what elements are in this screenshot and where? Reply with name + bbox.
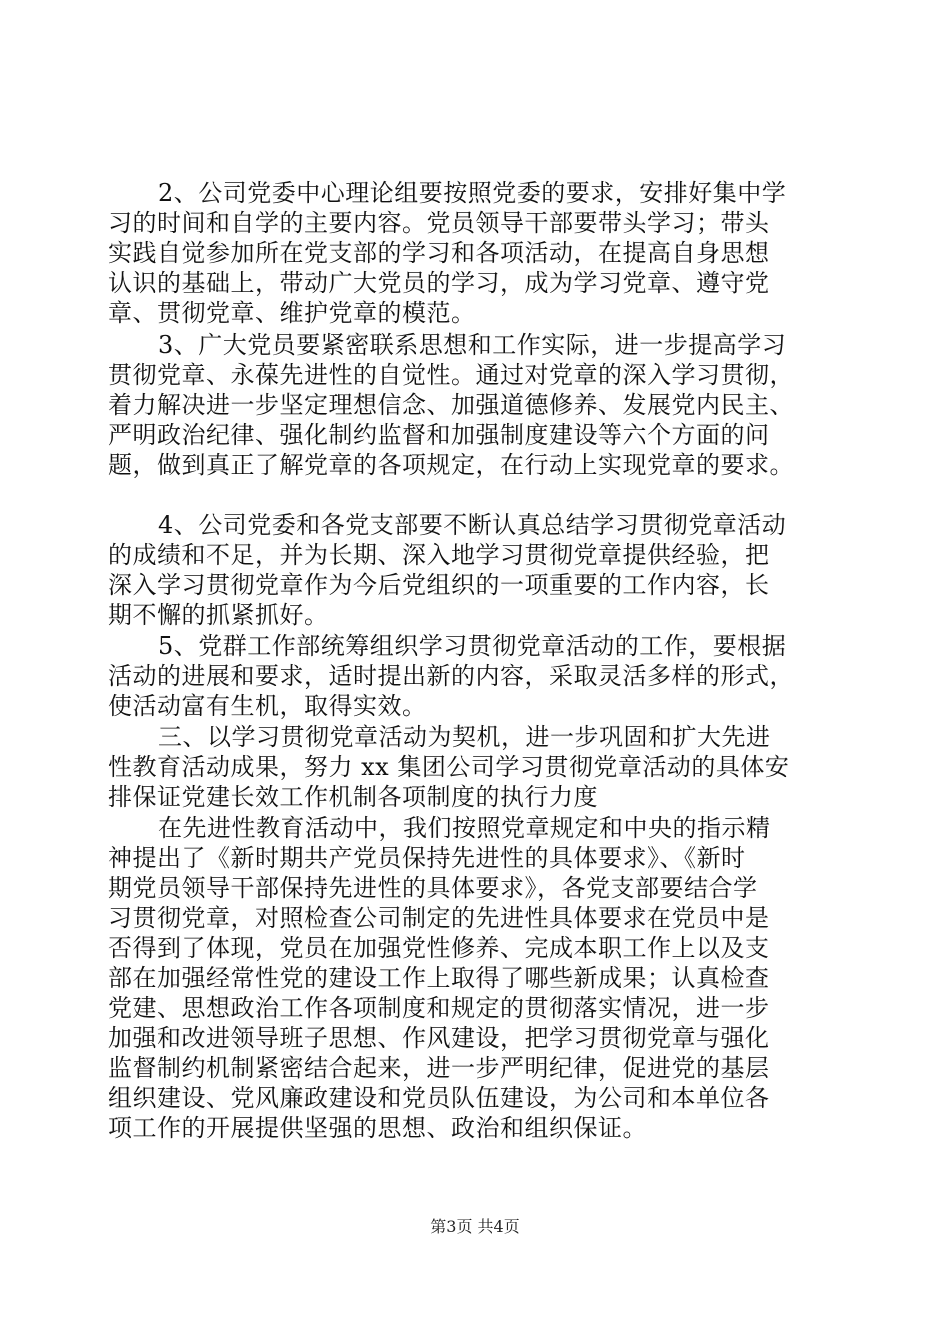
text-line: 排保证党建长效工作机制各项制度的执行力度 (108, 783, 598, 811)
text-line: 在先进性教育活动中，我们按照党章规定和中央的指示精 (158, 814, 771, 842)
text-line: 性教育活动成果，努力 xx 集团公司学习贯彻党章活动的具体安 (108, 753, 790, 781)
text-line: 题，做到真正了解党章的各项规定，在行动上实现党章的要求。 (108, 451, 794, 479)
text-line: 活动的进展和要求，适时提出新的内容，采取灵活多样的形式， (108, 662, 794, 690)
section-heading-3 (108, 722, 848, 812)
text-line: 3、广大党员要紧密联系思想和工作实际，进一步提高学习 (158, 331, 787, 359)
text-line: 实践自觉参加所在党支部的学习和各项活动，在提高自身思想 (108, 239, 770, 267)
text-line: 的成绩和不足，并为长期、深入地学习贯彻党章提供经验，把 (108, 541, 770, 569)
text-line: 习的时间和自学的主要内容。党员领导干部要带头学习；带头 (108, 209, 770, 237)
text-line: 习贯彻党章，对照检查公司制定的先进性具体要求在党员中是 (108, 904, 770, 932)
paragraph-item-2 (108, 178, 848, 328)
text-line: 贯彻党章、永葆先进性的自觉性。通过对党章的深入学习贯彻， (108, 361, 794, 389)
text-line: 4、公司党委和各党支部要不断认真总结学习贯彻党章活动 (158, 511, 787, 539)
text-line: 监督制约机制紧密结合起来，进一步严明纪律，促进党的基层 (108, 1054, 770, 1082)
text-line: 认识的基础上，带动广大党员的学习，成为学习党章、遵守党 (108, 269, 770, 297)
text-line: 项工作的开展提供坚强的思想、政治和组织保证。 (108, 1114, 647, 1142)
text-line: 使活动富有生机，取得实效。 (108, 692, 427, 720)
page-footer: 第3页 共4页 (430, 1217, 520, 1236)
text-line: 神提出了《新时期共产党员保持先进性的具体要求》、《新时 (108, 844, 746, 872)
text-line: 严明政治纪律、强化制约监督和加强制度建设等六个方面的问 (108, 421, 770, 449)
paragraph-item-4 (108, 510, 848, 630)
text-line: 部在加强经常性党的建设工作上取得了哪些新成果；认真检查 (108, 964, 770, 992)
text-line: 党建、思想政治工作各项制度和规定的贯彻落实情况，进一步 (108, 994, 770, 1022)
text-line: 期党员领导干部保持先进性的具体要求》，各党支部要结合学 (108, 874, 758, 902)
text-line: 期不懈的抓紧抓好。 (108, 601, 329, 629)
paragraph-body (108, 813, 848, 1143)
text-line: 否得到了体现，党员在加强党性修养、完成本职工作上以及支 (108, 934, 770, 962)
text-line: 深入学习贯彻党章作为今后党组织的一项重要的工作内容，长 (108, 571, 770, 599)
text-line: 组织建设、党风廉政建设和党员队伍建设，为公司和本单位各 (108, 1084, 770, 1112)
paragraph-item-5 (108, 631, 848, 721)
text-line: 着力解决进一步坚定理想信念、加强道德修养、发展党内民主、 (108, 391, 794, 419)
text-line: 5、党群工作部统筹组织学习贯彻党章活动的工作，要根据 (158, 632, 787, 660)
text-line: 三、以学习贯彻党章活动为契机，进一步巩固和扩大先进 (158, 723, 771, 751)
text-line: 加强和改进领导班子思想、作风建设，把学习贯彻党章与强化 (108, 1024, 770, 1052)
text-line: 章、贯彻党章、维护党章的模范。 (108, 299, 476, 327)
text-line: 2、公司党委中心理论组要按照党委的要求，安排好集中学 (158, 179, 787, 207)
paragraph-item-3 (108, 330, 848, 480)
